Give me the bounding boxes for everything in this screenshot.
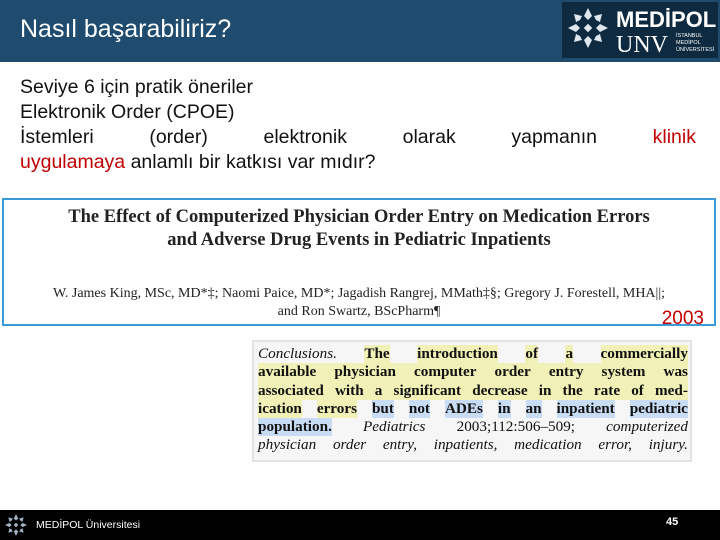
intro-word: elektronik	[263, 126, 347, 148]
abstract-word: an	[525, 399, 542, 417]
abstract-word: physician	[258, 436, 317, 454]
abstract-word: decrease	[472, 381, 528, 399]
paper-header-box	[2, 198, 716, 329]
logo-brand: MEDİPOL	[616, 7, 717, 32]
abstract-word: errors	[316, 399, 358, 417]
slide-title: Nasıl başarabiliriz?	[20, 15, 232, 43]
abstract-line-6	[258, 436, 688, 454]
abstract-word: physician	[334, 363, 396, 381]
abstract-word: but	[371, 399, 394, 417]
abstract-word: not	[408, 399, 430, 417]
abstract-word: The	[364, 345, 390, 362]
intro-word: (order)	[149, 126, 208, 148]
abstract-word: entry,	[382, 436, 418, 454]
logo-small-3: ÜNİVERSİTESİ	[676, 47, 715, 53]
intro-word: İstemleri	[20, 126, 94, 148]
logo-small-2: MEDİPOL	[676, 40, 701, 46]
abstract-word: 2003;112:506–509;	[456, 418, 576, 436]
abstract-word: was	[663, 363, 688, 381]
abstract-word: pediatric	[629, 399, 688, 417]
publication-year: 2003	[661, 308, 704, 329]
paper-title	[4, 206, 714, 252]
abstract-word: med-	[655, 381, 688, 399]
abstract-word: introduction	[417, 345, 498, 362]
abstract-word: rate	[593, 381, 621, 399]
intro-text	[20, 75, 696, 175]
abstract-excerpt	[252, 340, 692, 462]
abstract-word: Pediatrics	[363, 418, 426, 436]
abstract-word: medication	[514, 436, 582, 454]
paper-title-line-1: The Effect of Computerized Physician Order Entry on Medication Errors	[68, 207, 650, 227]
paper-title-line-2: and Adverse Drug Events in Pediatric Inpatients	[167, 230, 551, 250]
abstract-word: inpatient	[556, 399, 615, 417]
abstract-word: commercially	[600, 345, 688, 362]
abstract-word: of	[631, 381, 644, 399]
abstract-word: computerized	[606, 418, 688, 436]
intro-line-4	[20, 150, 696, 175]
intro-word-red: klinik	[652, 126, 696, 148]
abstract-line-1	[258, 345, 688, 363]
footer-bar	[0, 510, 720, 540]
abstract-word: inpatients,	[433, 436, 498, 454]
abstract-word: the	[562, 381, 583, 399]
abstract-word: Conclusions.	[258, 345, 337, 362]
page-number: 45	[666, 516, 679, 528]
abstract-word: significant	[393, 381, 462, 399]
logo-small-1: İSTANBUL	[676, 33, 703, 39]
abstract-word: associated	[258, 381, 324, 399]
intro-line-2: Elektronik Order (CPOE)	[20, 101, 235, 123]
abstract-word: computer	[414, 363, 477, 381]
intro-line-4-rest: anlamlı bir katkısı var mıdır?	[125, 151, 376, 173]
abstract-word: in	[538, 381, 552, 399]
abstract-text	[258, 345, 688, 455]
medipol-logo-icon	[566, 6, 610, 50]
intro-word: yapmanın	[511, 126, 597, 148]
intro-red-word: uygulamaya	[20, 151, 126, 173]
abstract-line-3	[258, 382, 688, 400]
abstract-word: error,	[598, 436, 632, 454]
medipol-logo	[562, 2, 718, 58]
abstract-line-5	[258, 418, 688, 436]
abstract-word: ication	[258, 399, 302, 417]
intro-word: olarak	[402, 126, 456, 148]
abstract-word: with	[334, 381, 364, 399]
abstract-line-2	[258, 363, 688, 381]
paper-authors-line-2: and Ron Swartz, BScPharm¶	[277, 304, 441, 319]
abstract-word: ADEs	[444, 399, 483, 417]
abstract-word: order	[332, 436, 367, 454]
paper-authors-line-1: W. James King, MSc, MD*‡; Naomi Paice, MD*; Jagadish Rangrej, MMath‡§; Gregory J. Forestell, MHA||;	[52, 286, 666, 301]
abstract-word: order	[494, 363, 531, 381]
abstract-word: available	[258, 363, 317, 381]
logo-sub: UNV	[616, 32, 668, 57]
header-bar	[0, 0, 720, 62]
medipol-logo-icon	[4, 513, 28, 537]
abstract-word: in	[497, 399, 511, 417]
abstract-word: entry	[548, 363, 584, 381]
medipol-wordmark	[614, 5, 718, 57]
abstract-word: of	[525, 345, 538, 362]
abstract-word: injury.	[648, 436, 688, 454]
footer-label: MEDİPOL Üniversitesi	[36, 519, 141, 531]
abstract-word: system	[601, 363, 646, 381]
paper-authors	[4, 285, 714, 321]
intro-line-1: Seviye 6 için pratik öneriler	[20, 76, 254, 98]
intro-line-3	[20, 125, 696, 150]
abstract-line-4	[258, 400, 688, 418]
abstract-word: population.	[258, 418, 332, 436]
abstract-word: a	[565, 345, 574, 362]
abstract-word: a	[374, 381, 383, 399]
